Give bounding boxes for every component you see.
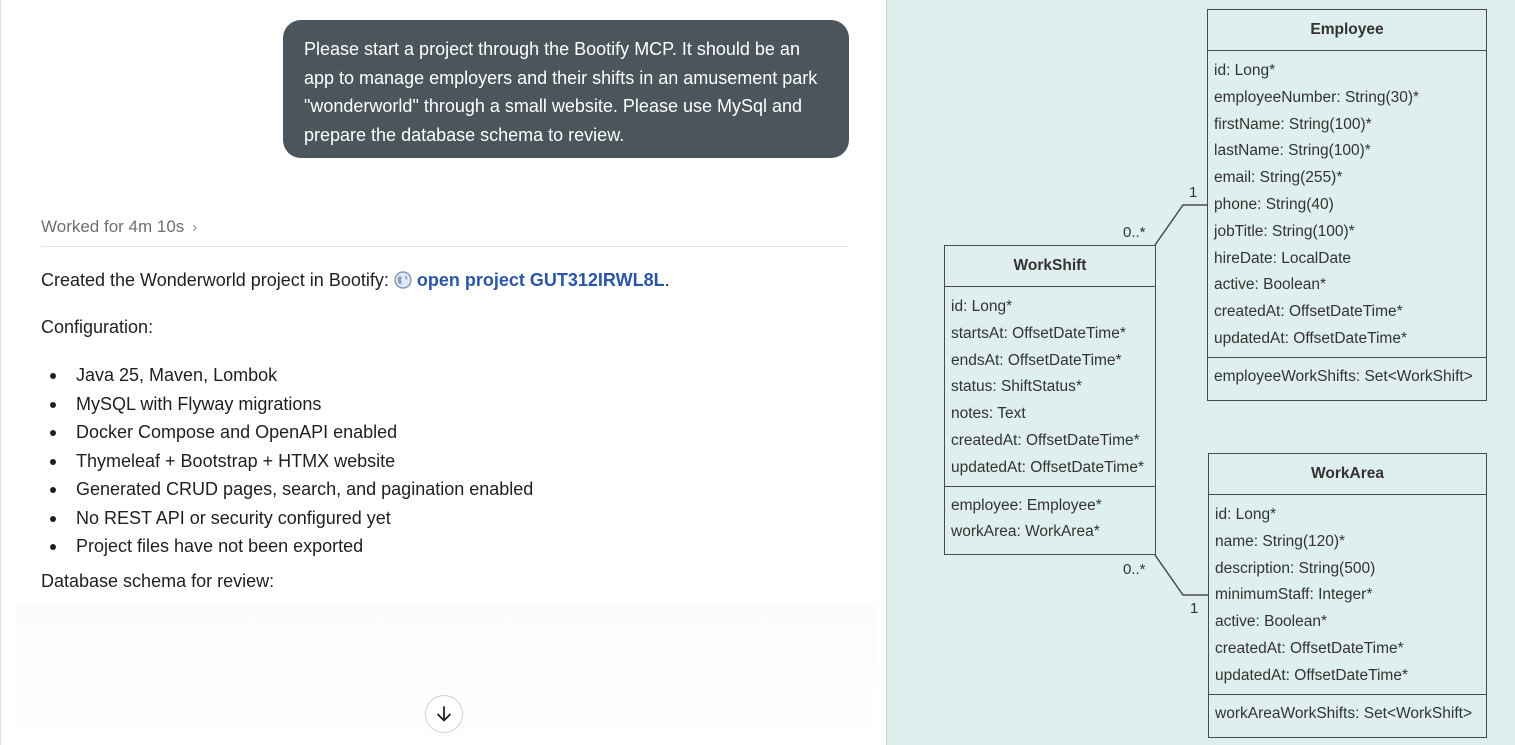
entity-fields <box>1208 51 1486 357</box>
list-item: Thymeleaf + Bootstrap + HTMX website <box>41 447 533 476</box>
entity-relations <box>1208 357 1486 395</box>
created-prefix: Created the Wonderworld project in Bootify: <box>41 270 389 290</box>
entity-field: status: ShiftStatus* <box>951 378 1082 396</box>
worked-duration-label: Worked for 4m 10s <box>41 217 185 236</box>
entity-title: WorkArea <box>1209 454 1486 495</box>
workarea-workshift-connector <box>1155 555 1208 595</box>
list-item: Project files have not been exported <box>41 532 533 561</box>
entity-field: id: Long* <box>1215 506 1277 523</box>
entity-field: minimumStaff: Integer* <box>1215 586 1373 604</box>
worked-duration-toggle[interactable] <box>41 217 849 247</box>
entity-workarea[interactable] <box>1208 453 1487 738</box>
entity-field: createdAt: OffsetDateTime* <box>1214 303 1403 321</box>
list-item: MySQL with Flyway migrations <box>41 390 533 419</box>
scroll-to-bottom-button[interactable] <box>425 695 463 733</box>
entity-field: hireDate: LocalDate <box>1214 249 1351 267</box>
configuration-list <box>41 361 533 561</box>
entity-field: employeeNumber: String(30)* <box>1214 88 1420 106</box>
multiplicity-label: 1 <box>1190 600 1199 617</box>
entity-relations <box>945 486 1155 551</box>
user-message-bubble: Please start a project through the Bootify MCP. It should be an app to manage employers and their shifts in an amusement park "wonderworld" through a small website. Please use MySql and prepare the database schema to review. <box>283 20 849 158</box>
arrow-down-icon <box>434 704 454 724</box>
entity-workshift[interactable] <box>944 245 1156 555</box>
entity-title: Employee <box>1208 10 1486 51</box>
created-project-line <box>41 270 670 291</box>
entity-field: phone: String(40) <box>1214 195 1334 213</box>
entity-field: name: String(120)* <box>1215 532 1346 550</box>
multiplicity-label: 0..* <box>1123 561 1146 578</box>
schema-diagram-pane <box>886 0 1515 745</box>
entity-field: lastName: String(100)* <box>1214 142 1371 160</box>
entity-fields <box>1209 495 1486 694</box>
entity-field: updatedAt: OffsetDateTime* <box>1215 666 1408 684</box>
entity-field: active: Boolean* <box>1214 276 1327 294</box>
project-link[interactable] <box>394 270 665 290</box>
globe-icon <box>394 271 412 289</box>
entity-relation: workAreaWorkShifts: Set<WorkShift> <box>1215 704 1472 722</box>
entity-field: updatedAt: OffsetDateTime* <box>1214 329 1407 347</box>
entity-field: id: Long* <box>1214 62 1276 79</box>
list-item: No REST API or security configured yet <box>41 504 533 533</box>
entity-employee[interactable] <box>1207 9 1487 401</box>
entity-field: createdAt: OffsetDateTime* <box>1215 639 1404 657</box>
entity-relation: employeeWorkShifts: Set<WorkShift> <box>1214 367 1473 385</box>
entity-relation: employee: Employee* <box>951 496 1102 514</box>
entity-field: id: Long* <box>951 298 1013 315</box>
entity-field: notes: Text <box>951 405 1026 423</box>
entity-title: WorkShift <box>945 246 1155 287</box>
employee-workshift-connector <box>1155 205 1207 245</box>
multiplicity-label: 0..* <box>1123 224 1146 241</box>
entity-field: endsAt: OffsetDateTime* <box>951 351 1122 369</box>
project-link-text: open project GUT312IRWL8L <box>416 270 665 290</box>
list-item: Java 25, Maven, Lombok <box>41 361 533 390</box>
entity-field: active: Boolean* <box>1215 613 1328 631</box>
entity-relation: workArea: WorkArea* <box>951 523 1100 541</box>
entity-field: description: String(500) <box>1215 559 1376 577</box>
schema-review-heading: Database schema for review: <box>41 571 275 591</box>
multiplicity-label: 1 <box>1189 184 1198 201</box>
entity-fields <box>945 287 1155 486</box>
entity-field: firstName: String(100)* <box>1214 115 1372 133</box>
list-item: Generated CRUD pages, search, and pagination enabled <box>41 475 533 504</box>
entity-field: email: String(255)* <box>1214 169 1343 187</box>
entity-field: createdAt: OffsetDateTime* <box>951 431 1140 449</box>
chevron-right-icon: › <box>192 219 198 236</box>
configuration-heading: Configuration: <box>41 317 154 337</box>
entity-relations <box>1209 694 1486 732</box>
entity-field: startsAt: OffsetDateTime* <box>951 324 1126 342</box>
list-item: Docker Compose and OpenAPI enabled <box>41 418 533 447</box>
entity-field: jobTitle: String(100)* <box>1214 222 1355 240</box>
entity-field: updatedAt: OffsetDateTime* <box>951 458 1144 476</box>
created-suffix: . <box>664 270 670 290</box>
